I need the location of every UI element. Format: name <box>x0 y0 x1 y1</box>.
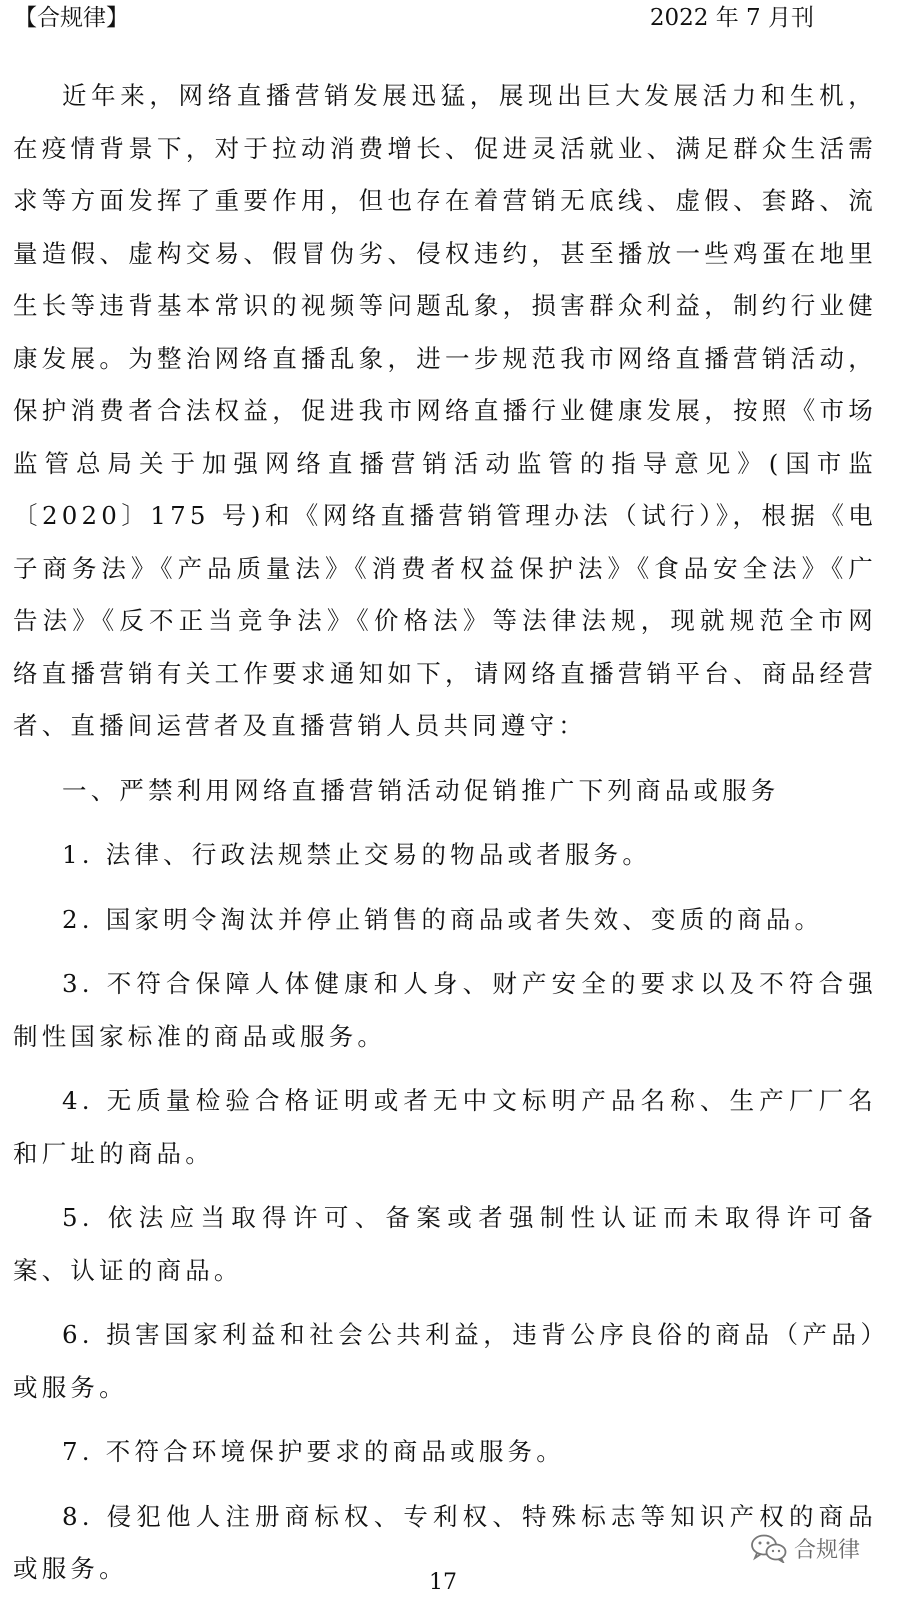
list-item: 3. 不符合保障人体健康和人身、财产安全的要求以及不符合强制性国家标准的商品或服务。 <box>13 969 877 1051</box>
document-body <box>13 70 877 1596</box>
list-item: 7. 不符合环境保护要求的商品或服务。 <box>62 1437 565 1466</box>
list-item: 1. 法律、行政法规禁止交易的物品或者服务。 <box>62 840 652 869</box>
column-title: 【合规律】 <box>14 5 129 31</box>
list-item: 4. 无质量检验合格证明或者无中文标明产品名称、生产厂厂名和厂址的商品。 <box>13 1086 877 1168</box>
page-number: 17 <box>429 1570 457 1595</box>
list-item: 5. 依法应当取得许可、备案或者强制性认证而未取得许可备案、认证的商品。 <box>13 1203 877 1285</box>
list-item: 6. 损害国家利益和社会公共利益，违背公序良俗的商品（产品）或服务。 <box>13 1320 877 1402</box>
section-title: 一、严禁利用网络直播营销活动促销推广下列商品或服务 <box>62 775 780 805</box>
list-item: 2. 国家明令淘汰并停止销售的商品或者失效、变质的商品。 <box>62 904 824 934</box>
wechat-watermark <box>750 1530 860 1566</box>
issue-date: 2022 年 7 月刊 <box>649 5 814 31</box>
intro-paragraph: 近年来，网络直播营销发展迅猛，展现出巨大发展活力和生机，在疫情背景下，对于拉动消费增长、促进灵活就业、满足群众生活需求等方面发挥了重要作用，但也存在着营销无底线、虚假、套路、流量造假、虚构交易、假冒伪劣、侵权违约，甚至播放一些鸡蛋在地里生长等违背基本常识的视频等问题乱象，损害群众利益，制约行业健康发展。为整治网络直播乱象，进一步规范我市网络直播营销活动，保护消费者合法权益，促进我市网络直播行业健康发展，按照《市场监管总局关于加强网络直播营销活动监管的指导意见》(国市监〔2020〕175 号)和《网络直播营销管理办法（试行）》，根据《电子商务法》《产品质量法》《消费者权益保护法》《食品安全法》《广告法》《反不正当竞争法》《价格法》等法律法规，现就规范全市网络直播营销有关工作要求通知如下，请网络直播营销平台、商品经营者、直播间运营者及直播营销人员共同遵守： <box>13 81 877 740</box>
page-header <box>14 2 814 36</box>
list-item: 8. 侵犯他人注册商标权、专利权、特殊标志等知识产权的商品或服务。 <box>13 1501 877 1583</box>
wechat-icon <box>750 1533 788 1563</box>
watermark-label: 合规律 <box>793 1537 860 1563</box>
